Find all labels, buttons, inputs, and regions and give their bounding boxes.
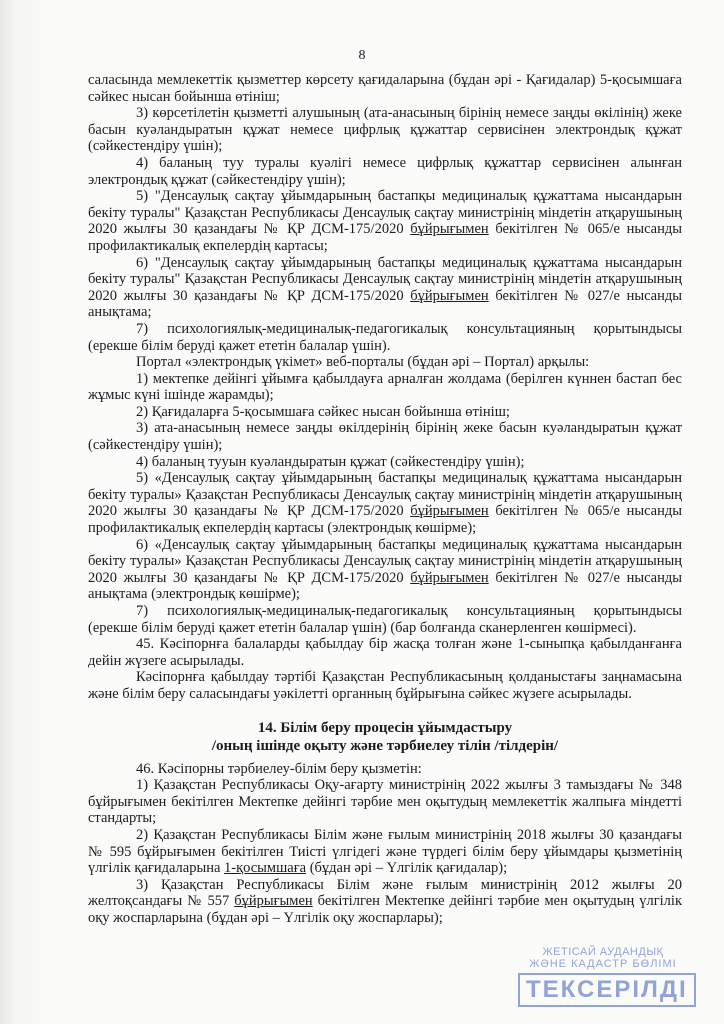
paragraph: 1) мектепке дейінгі ұйымға қабылдауға арналған жолдама (берілген күннен бастап бес жұмыс күні ішінде жарамды); (88, 370, 682, 404)
paragraph: 3) ата-анасының немесе заңды өкілдерінің бірінің жеке басын куәландыратын құжат (сәйкестендіру үшін); (88, 420, 682, 454)
underlined-link[interactable]: бұйрығымен (410, 287, 489, 304)
underlined-link[interactable]: 1-қосымшаға (224, 860, 307, 877)
paragraph-text: бекітілген № 065/е нысанды профилактикалық екпелердің картасы; (88, 221, 682, 254)
section-subtitle: /оның ішінде оқыту және тәрбиелеу тілін /тілдерін/ (211, 737, 559, 754)
paragraph (88, 188, 682, 254)
page-number: 8 (358, 48, 366, 63)
paragraph: 46. Кәсіпорны тәрбиелеу-білім беру қызметін: (136, 760, 422, 777)
paragraph: Портал «электрондық үкімет» веб-порталы (бұдан әрі – Портал) арқылы: (136, 354, 590, 371)
paragraph-text: бекітілген № 027/е нысанды анықтама (электрондық көшірме); (88, 569, 682, 603)
underlined-link[interactable]: бұйрығымен (410, 503, 489, 520)
document-body (88, 72, 682, 927)
paragraph-text: 2) Қазақстан Республикасы Білім және ғылым министрінің 2018 жылғы 30 қазандағы № 595 бұйрығымен бекітілген Тиісті үлгідегі және түрдегі білім беру ұйымдары қызметінің үлгілік қағидаларына (88, 826, 682, 877)
section-heading (88, 719, 682, 755)
paragraph-text: бекітілген Мектепке дейінгі тәрбие мен оқытудың үлгілік оқу жоспарларына (бұдан әрі – Үлгілік оқу жоспарлары); (88, 893, 682, 926)
paragraph: 45. Кәсіпорнға балаларды қабылдау бір жасқа толған және 1-сыныпқа қабылданғанға дейін жүзеге асырылады. (88, 636, 682, 669)
paragraph (88, 255, 682, 321)
paragraph-text: 3) Қазақстан Республикасы Білім және ғылым министрінің 2012 жылғы 20 желтоқсандағы № 557 (88, 876, 682, 910)
paragraph: 4) баланың тууын куәландыратын құжат (сәйкестендіру үшін); (136, 453, 525, 470)
paragraph-text: (бұдан әрі – Үлгілік қағидалар); (306, 860, 508, 877)
paragraph: 1) Қазақстан Республикасы Оқу-ағарту министрінің 2022 жылғы 3 тамыздағы № 348 бұйрығымен бекітілген Мектепке дейінгі тәрбие мен оқытудың мемлекеттік жалпыға міндетті стандарты; (88, 777, 682, 827)
section-title: 14. Білім беру процесін ұйымдастыру (257, 719, 513, 736)
paragraph: 7) психологиялық-медициналық-педагогикалық консультацияның қорытындысы (ерекше білім беруді қажет ететін балалар үшін) (бар болғанда сканерленген көшірмесі). (88, 603, 682, 636)
paragraph-text: 6) "Денсаулық сақтау ұйымдарының бастапқы медициналық құжаттама нысандарын бекіту туралы" Қазақстан Республикасы Денсаулық сақтау министрінің міндетін атқарушының 2020 жылғы 30 қазандағы № ҚР ДСМ-175/2020 (88, 254, 682, 304)
paragraph (88, 537, 682, 603)
paragraph: 2) Қағидаларға 5-қосымшаға сәйкес нысан бойынша өтініш; (136, 403, 510, 420)
stamp-verified-text: ТЕКСЕРІЛДІ (518, 973, 696, 1007)
stamp-line: ЖӘНЕ КАДАСТР БӨЛІМІ (529, 958, 677, 970)
paragraph: 7) психологиялық-медициналық-педагогикалық консультацияның қорытындысы (ерекше білім беруді қажет ететін балалар үшін). (88, 320, 682, 354)
paragraph: Кәсіпорнға қабылдау тәртібі Қазақстан Республикасының қолданыстағы заңнамасына және білім беру саласындағы уәкілетті органның бұйрығына сәйкес жүзеге асырылады. (88, 669, 682, 702)
paragraph-text: бекітілген № 027/е нысанды анықтама; (88, 287, 682, 321)
paragraph-text: 5) "Денсаулық сақтау ұйымдарының бастапқы медициналық құжаттама нысандарын бекіту туралы" Қазақстан Республикасы Денсаулық сақтау министрінің міндетін атқарушының 2020 жылғы 30 қазандағы № ҚР ДСМ-175/2020 (88, 188, 682, 238)
underlined-link[interactable]: бұйрығымен (410, 569, 489, 586)
paragraph (88, 827, 682, 877)
paragraph (88, 470, 682, 536)
verification-stamp (518, 946, 688, 1016)
underlined-link[interactable]: бұйрығымен (234, 893, 313, 910)
paragraph: 3) көрсетілетін қызметті алушының (ата-анасының бірінің немесе заңды өкілінің) жеке басын куәландыратын құжат немесе цифрлық құжаттар сервисінен электрондық құжат (сәйкестендіру үшін); (88, 105, 682, 155)
paragraph-text: 6) «Денсаулық сақтау ұйымдарының бастапқы медициналық құжаттама нысандарын бекіту туралы» Қазақстан Республикасы Денсаулық сақтау министрінің міндетін атқарушының 2020 жылғы 30 қазандағы № ҚР ДСМ-175/2020 (88, 536, 682, 586)
paragraph-text: 5) «Денсаулық сақтау ұйымдарының бастапқы медициналық құжаттама нысандарын бекіту туралы» Қазақстан Республикасы Денсаулық сақтау министрінің міндетін атқарушының 2020 жылғы 30 қазандағы № ҚР ДСМ-175/2020 (88, 470, 682, 520)
stamp-line: ЖЕТІСАЙ АУДАНДЫҚ (542, 946, 664, 958)
paragraph: 4) баланың туу туралы куәлігі немесе цифрлық құжаттар сервисінен алынған электрондық құжат (сәйкестендіру үшін); (88, 154, 682, 188)
paragraph (88, 877, 682, 927)
paragraph-text: бекітілген № 065/е нысанды профилактикалық екпелердің картасы (электрондық көшірме); (88, 503, 682, 537)
paragraph: саласында мемлекеттік қызметтер көрсету қағидаларына (бұдан әрі - Қағидалар) 5-қосымшаға сәйкес нысан бойынша өтініш; (88, 72, 682, 105)
underlined-link[interactable]: бұйрығымен (410, 221, 489, 238)
